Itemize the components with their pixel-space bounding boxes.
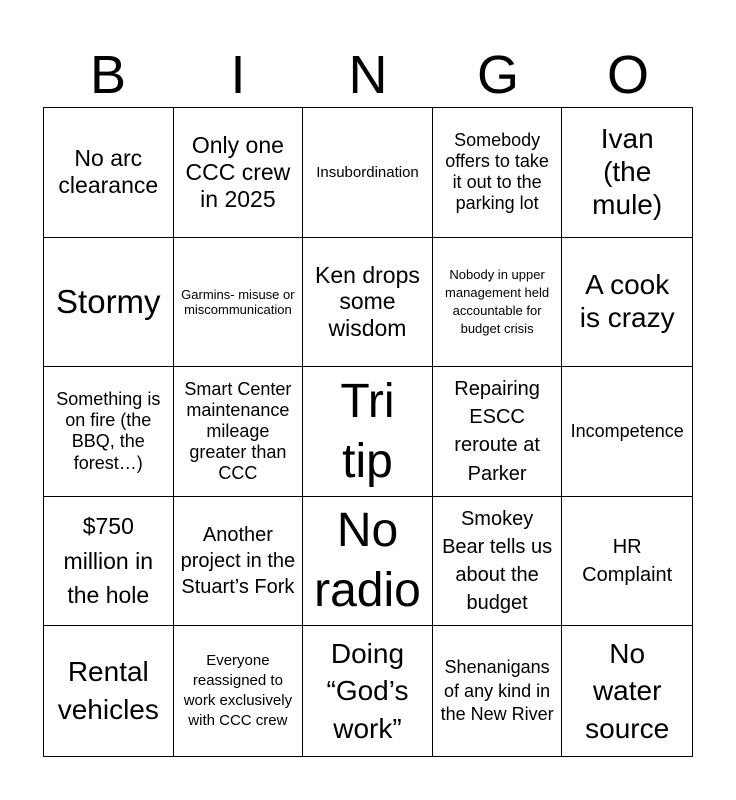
header-letter-o: O bbox=[606, 45, 649, 105]
cell-text: Stormy bbox=[56, 282, 161, 320]
bingo-cell[interactable] bbox=[44, 367, 174, 497]
cell-text: $750 million in the hole bbox=[63, 513, 154, 609]
bingo-cell[interactable] bbox=[174, 238, 304, 368]
header-letter-i: I bbox=[230, 45, 246, 105]
cell-text: Doing “God’s work” bbox=[326, 637, 409, 745]
bingo-cell[interactable] bbox=[44, 497, 174, 627]
bingo-cell[interactable] bbox=[44, 108, 174, 238]
bingo-cell[interactable] bbox=[562, 108, 692, 238]
bingo-cell[interactable] bbox=[433, 108, 563, 238]
bingo-cell[interactable] bbox=[433, 238, 563, 368]
header-letter-n: N bbox=[348, 45, 388, 105]
bingo-cell[interactable] bbox=[174, 108, 304, 238]
bingo-cell[interactable] bbox=[44, 626, 174, 756]
bingo-cell[interactable] bbox=[303, 626, 433, 756]
cell-text: Incompetence bbox=[570, 420, 684, 441]
cell-text: Tri tip bbox=[340, 374, 395, 488]
bingo-cell[interactable] bbox=[433, 367, 563, 497]
bingo-cell[interactable] bbox=[174, 497, 304, 627]
bingo-cell[interactable] bbox=[562, 367, 692, 497]
cell-text: No water source bbox=[585, 637, 670, 745]
bingo-cell[interactable] bbox=[303, 238, 433, 368]
bingo-cell[interactable] bbox=[303, 108, 433, 238]
cell-text: Repairing ESCC reroute at Parker bbox=[454, 377, 540, 485]
bingo-cell[interactable] bbox=[303, 497, 433, 627]
cell-text: Another project in the Stuart’s Fork bbox=[180, 524, 296, 599]
cell-text: Somebody offers to take it out to the parking lot bbox=[445, 130, 549, 214]
cell-text: Insubordination bbox=[316, 163, 419, 181]
cell-text: HR Complaint bbox=[582, 536, 673, 587]
bingo-header bbox=[43, 46, 693, 104]
cell-text: Shenanigans of any kind in the New River bbox=[440, 657, 554, 724]
bingo-cell[interactable] bbox=[562, 626, 692, 756]
bingo-cell[interactable] bbox=[562, 238, 692, 368]
bingo-cell[interactable] bbox=[44, 238, 174, 368]
bingo-cell[interactable] bbox=[174, 626, 304, 756]
cell-text: Nobody in upper management held accountable for budget crisis bbox=[445, 267, 550, 336]
header-letter-b: B bbox=[89, 45, 127, 105]
cell-text: No arc clearance bbox=[58, 145, 159, 199]
cell-text: A cook is crazy bbox=[579, 269, 675, 333]
cell-text: Garmins- misuse or miscommunication bbox=[181, 286, 295, 317]
bingo-cell[interactable] bbox=[303, 367, 433, 497]
cell-text: Something is on fire (the BBQ, the forest…) bbox=[56, 389, 161, 473]
cell-text: No radio bbox=[314, 504, 421, 618]
bingo-cell[interactable] bbox=[433, 497, 563, 627]
cell-text: Everyone reassigned to work exclusively with CCC crew bbox=[183, 651, 293, 730]
bingo-cell[interactable] bbox=[562, 497, 692, 627]
header-letter-g: G bbox=[476, 45, 519, 105]
cell-text: Only one CCC crew in 2025 bbox=[185, 131, 291, 212]
cell-text: Smart Center maintenance mileage greater than CCC bbox=[184, 378, 292, 484]
cell-text: Smokey Bear tells us about the budget bbox=[442, 508, 553, 615]
cell-text: Ivan (the mule) bbox=[592, 123, 663, 220]
bingo-board bbox=[43, 107, 693, 757]
cell-text: Ken drops some wisdom bbox=[315, 261, 420, 342]
cell-text: Rental vehicles bbox=[57, 656, 159, 726]
bingo-cell[interactable] bbox=[174, 367, 304, 497]
bingo-cell[interactable] bbox=[433, 626, 563, 756]
